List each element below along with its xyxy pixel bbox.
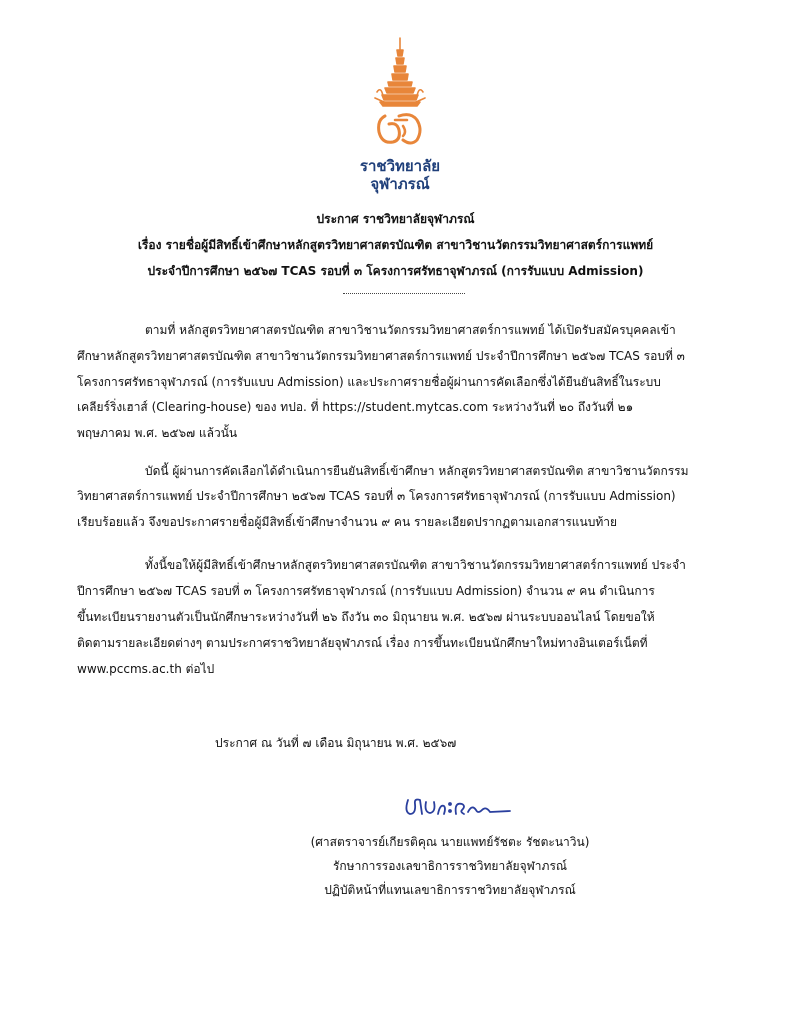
announcement-subject-cont: ประจำปีการศึกษา ๒๕๖๗ TCAS รอบที่ ๓ โครงการศรัทธาจุฬาภรณ์ (การรับแบบ Admission)	[147, 264, 644, 278]
announcement-title: ประกาศ ราชวิทยาลัยจุฬาภรณ์	[316, 212, 475, 226]
signatory-position-1: รักษาการรองเลขาธิการราชวิทยาลัยจุฬาภรณ์	[332, 859, 568, 873]
paragraph-3-line-4: ติดตามรายละเอียดต่างๆ ตามประกาศราชวิทยาลัยจุฬาภรณ์ เรื่อง การขึ้นทะเบียนนักศึกษาใหม่ทางอินเตอร์เน็ตที่	[77, 636, 648, 650]
organization-name-line1: ราชวิทยาลัย	[359, 157, 441, 175]
announcement-date: ประกาศ ณ วันที่ ๗ เดือน มิถุนายน พ.ศ. ๒๕๖๗	[215, 736, 457, 750]
paragraph-3-line-5: www.pccms.ac.th ต่อไป	[77, 662, 215, 676]
paragraph-1-line-4: เคลียร์ริ่งเฮาส์ (Clearing-house) ของ ทปอ. ที่ https://student.mytcas.com ระหว่างวันที่ ๒๐ ถึงวันที่ ๒๑	[77, 400, 634, 414]
announcement-subject: เรื่อง รายชื่อผู้มีสิทธิ์เข้าศึกษาหลักสูตรวิทยาศาสตรบัณฑิต สาขาวิชานวัตกรรมวิทยาศาสตร์การแพทย์	[137, 238, 654, 252]
paragraph-2-line-2: วิทยาศาสตร์การแพทย์ ประจำปีการศึกษา ๒๕๖๗ TCAS รอบที่ ๓ โครงการศรัทธาจุฬาภรณ์ (การรับแบบ Admission)	[77, 489, 676, 503]
paragraph-1-line-2: ศึกษาหลักสูตรวิทยาศาสตรบัณฑิต สาขาวิชานวัตกรรมวิทยาศาสตร์การแพทย์ ประจำปีการศึกษา ๒๕๖๗ TCAS รอบที่ ๓	[77, 349, 685, 363]
paragraph-3-line-2: ปีการศึกษา ๒๕๖๗ TCAS รอบที่ ๓ โครงการศรัทธาจุฬาภรณ์ (การรับแบบ Admission) จำนวน ๙ คน ดำเนินการ	[77, 584, 655, 598]
royal-crown-emblem-icon	[355, 36, 445, 156]
heading-divider	[343, 293, 465, 294]
paragraph-1-line-1: ตามที่ หลักสูตรวิทยาศาสตรบัณฑิต สาขาวิชานวัตกรรมวิทยาศาสตร์การแพทย์ ได้เปิดรับสมัครบุคคลเข้า	[145, 323, 676, 337]
handwritten-signature	[400, 790, 515, 825]
paragraph-2-line-1: บัดนี้ ผู้ผ่านการคัดเลือกได้ดำเนินการยืนยันสิทธิ์เข้าศึกษา หลักสูตรวิทยาศาสตรบัณฑิต สาขาวิชานวัตกรรม	[145, 464, 689, 478]
paragraph-1-line-5: พฤษภาคม พ.ศ. ๒๕๖๗ แล้วนั้น	[77, 426, 238, 440]
paragraph-3-line-1: ทั้งนี้ขอให้ผู้มีสิทธิ์เข้าศึกษาหลักสูตรวิทยาศาสตรบัณฑิต สาขาวิชานวัตกรรมวิทยาศาสตร์การแพทย์ ประจำ	[145, 558, 686, 572]
signatory-position-2: ปฏิบัติหน้าที่แทนเลขาธิการราชวิทยาลัยจุฬาภรณ์	[324, 883, 576, 897]
organization-name-line2: จุฬาภรณ์	[370, 175, 430, 193]
paragraph-2-line-3: เรียบร้อยแล้ว จึงขอประกาศรายชื่อผู้มีสิทธิ์เข้าศึกษาจำนวน ๙ คน รายละเอียดปรากฏตามเอกสารแนบท้าย	[77, 515, 617, 529]
paragraph-1-line-3: โครงการศรัทธาจุฬาภรณ์ (การรับแบบ Admission) และประกาศรายชื่อผู้ผ่านการคัดเลือกซึ่งได้ยืนยันสิทธิ์ในระบบ	[77, 375, 661, 389]
signatory-name: (ศาสตราจารย์เกียรติคุณ นายแพทย์รัชตะ รัชตะนาวิน)	[310, 835, 590, 849]
paragraph-3-line-3: ขึ้นทะเบียนรายงานตัวเป็นนักศึกษาระหว่างวันที่ ๒๖ ถึงวัน ๓๐ มิถุนายน พ.ศ. ๒๕๖๗ ผ่านระบบออนไลน์ โดยขอให้	[77, 610, 655, 624]
